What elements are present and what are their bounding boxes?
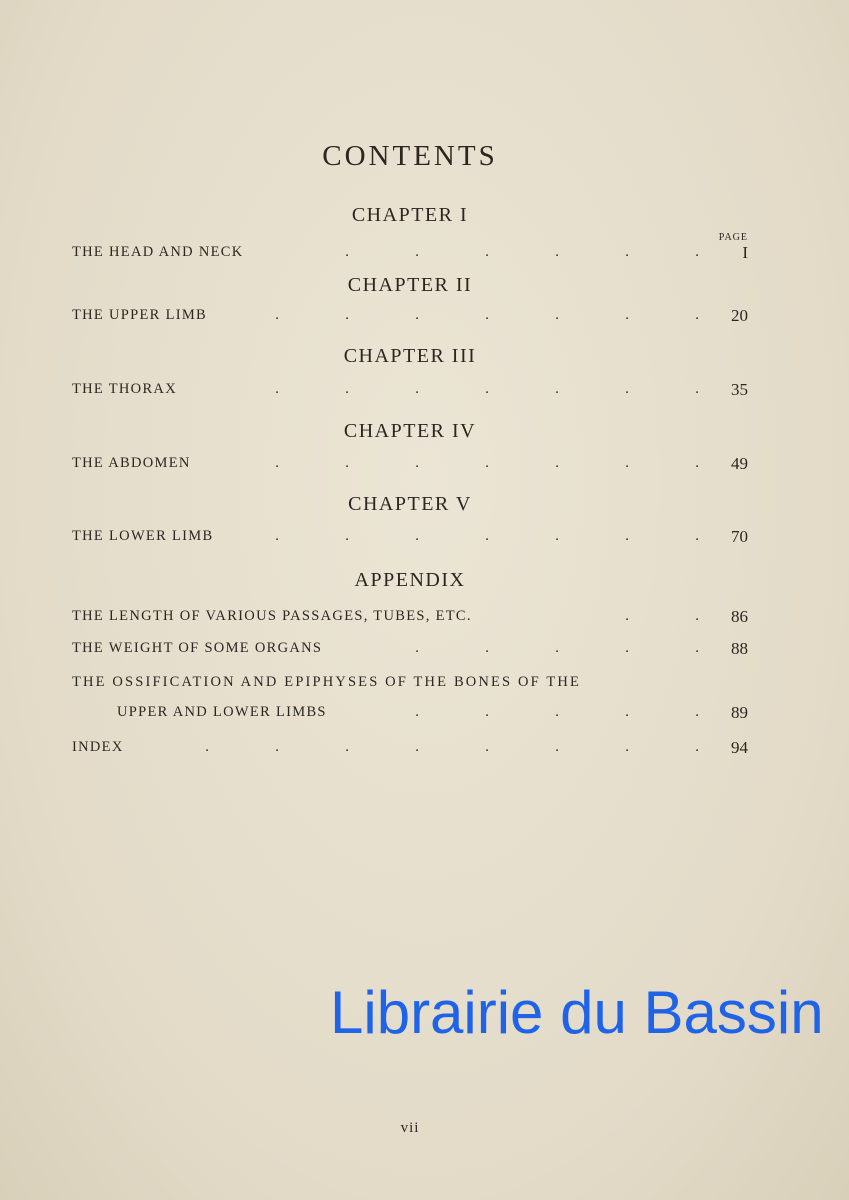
toc-entry	[72, 244, 748, 268]
entry-label: UPPER AND LOWER LIMBS	[117, 704, 327, 720]
entry-label: THE HEAD AND NECK	[72, 244, 244, 260]
toc-entry	[72, 455, 748, 479]
leader-dots: . . . . . . .	[275, 528, 699, 544]
entry-label: THE OSSIFICATION AND EPIPHYSES OF THE BONES OF THE	[72, 674, 581, 690]
entry-page-number: I	[742, 243, 748, 262]
toc-entry	[72, 608, 748, 632]
entry-page-number: 88	[731, 639, 748, 658]
entry-page-number: 20	[731, 306, 748, 325]
entry-page-number: 86	[731, 607, 748, 626]
leader-dots: . . . . . . .	[275, 307, 699, 323]
chapter-heading: CHAPTER I	[351, 204, 469, 226]
leader-dots: . . . . . . . .	[205, 739, 699, 755]
leader-dots: . . . . . .	[345, 244, 699, 260]
toc-entry	[72, 640, 748, 664]
toc-entry-continuation	[72, 704, 748, 728]
page-folio: vii	[400, 1120, 420, 1136]
entry-page-number: 49	[731, 454, 748, 473]
chapter-heading: CHAPTER II	[347, 274, 473, 296]
appendix-heading: APPENDIX	[354, 569, 466, 591]
toc-entry	[72, 381, 748, 405]
leader-dots: . . . . .	[415, 640, 699, 656]
chapter-heading: CHAPTER III	[343, 345, 477, 367]
toc-entry	[72, 528, 748, 552]
leader-dots: . . . . . . .	[275, 455, 699, 471]
entry-label: THE LOWER LIMB	[72, 528, 214, 544]
entry-page-number: 70	[731, 527, 748, 546]
entry-page-number: 89	[731, 703, 748, 722]
toc-entry	[72, 674, 748, 698]
watermark-text: Librairie du Bassin	[330, 979, 824, 1046]
leader-dots: . . . . .	[415, 704, 699, 720]
entry-label: THE ABDOMEN	[72, 455, 191, 471]
entry-label: THE THORAX	[72, 381, 177, 397]
toc-entry	[72, 739, 748, 763]
entry-page-number: 35	[731, 380, 748, 399]
chapter-heading: CHAPTER V	[348, 493, 472, 515]
entry-label: THE WEIGHT OF SOME ORGANS	[72, 640, 323, 656]
leader-dots: . .	[625, 608, 699, 624]
contents-title: CONTENTS	[322, 140, 498, 172]
entry-label: INDEX	[72, 739, 124, 755]
entry-label: THE LENGTH OF VARIOUS PASSAGES, TUBES, ETC.	[72, 608, 472, 624]
chapter-heading: CHAPTER IV	[343, 420, 477, 442]
entry-label: THE UPPER LIMB	[72, 307, 208, 323]
page-column-heading: PAGE	[718, 232, 748, 243]
leader-dots: . . . . . . .	[275, 381, 699, 397]
toc-entry	[72, 307, 748, 331]
entry-page-number: 94	[731, 738, 748, 757]
